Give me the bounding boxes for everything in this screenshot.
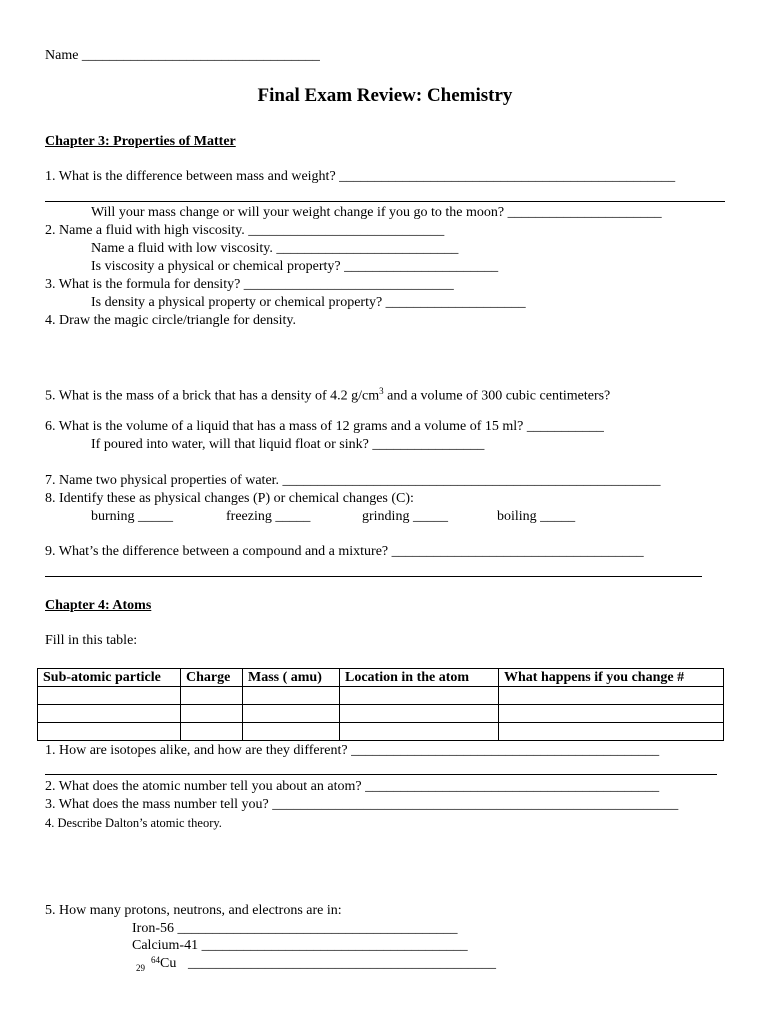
col-location: Location in the atom (340, 669, 499, 687)
question-4-5: 5. How many protons, neutrons, and electrons are in: (45, 903, 342, 918)
table-cell[interactable] (181, 723, 243, 741)
change-freezing: freezing _____ (226, 509, 311, 524)
table-cell[interactable] (38, 687, 181, 705)
table-cell[interactable] (38, 705, 181, 723)
question-3-6-float: If poured into water, will that liquid float or sink? ________________ (91, 437, 485, 452)
answer-line-3-1[interactable] (45, 201, 725, 202)
question-3-2-low: Name a fluid with low viscosity. __________________________ (91, 241, 459, 256)
table-row (38, 687, 724, 705)
question-3-1-moon: Will your mass change or will your weight change if you go to the moon? ______________________ (91, 205, 662, 220)
question-4-4: 4. Describe Dalton’s atomic theory. (45, 816, 222, 830)
change-burning: burning _____ (91, 509, 174, 524)
isotope-copper-64 (133, 954, 533, 974)
table-header-row (38, 669, 724, 687)
chapter-4-heading: Chapter 4: Atoms (45, 598, 152, 613)
question-3-3-property: Is density a physical property or chemical property? ____________________ (91, 295, 526, 310)
table-cell[interactable] (243, 723, 340, 741)
question-3-8: 8. Identify these as physical changes (P) or chemical changes (C): (45, 491, 414, 506)
question-4-2: 2. What does the atomic number tell you about an atom? __________________________________________ (45, 779, 660, 794)
question-3-6: 6. What is the volume of a liquid that has a mass of 12 grams and a volume of 15 ml? ___________ (45, 419, 604, 434)
col-what-happens: What happens if you change # (499, 669, 724, 687)
answer-line-4-1[interactable] (45, 774, 717, 775)
isotope-iron-56: Iron-56 ________________________________________ (132, 921, 458, 936)
table-cell[interactable] (340, 687, 499, 705)
chapter-3-heading: Chapter 3: Properties of Matter (45, 134, 236, 149)
col-charge: Charge (181, 669, 243, 687)
table-instruction: Fill in this table: (45, 633, 138, 648)
name-field-line[interactable]: Name __________________________________ (45, 48, 320, 63)
copper-symbol: Cu (160, 956, 177, 971)
table-cell[interactable] (499, 687, 724, 705)
table-row (38, 723, 724, 741)
table-cell[interactable] (243, 687, 340, 705)
copper-answer-line[interactable]: ____________________________________________ (188, 956, 496, 971)
question-3-5 (45, 382, 610, 406)
copper-atomic-number: 29 (136, 963, 145, 973)
table-cell[interactable] (181, 705, 243, 723)
col-subatomic-particle: Sub-atomic particle (38, 669, 181, 687)
copper-mass-number: 64 (151, 955, 160, 965)
isotope-calcium-41: Calcium-41 ______________________________________ (132, 938, 468, 953)
cubic-superscript: 3 (379, 386, 384, 396)
table-cell[interactable] (499, 723, 724, 741)
change-boiling: boiling _____ (497, 509, 576, 524)
question-3-5-text: 5. What is the mass of a brick that has a density of 4.2 g/cm (45, 388, 380, 404)
answer-line-3-9[interactable] (45, 576, 702, 577)
subatomic-table (37, 668, 724, 741)
table-cell[interactable] (499, 705, 724, 723)
change-grinding: grinding _____ (362, 509, 448, 524)
table-row (38, 705, 724, 723)
col-mass: Mass ( amu) (243, 669, 340, 687)
table-cell[interactable] (38, 723, 181, 741)
question-3-5-text-end: and a volume of 300 cubic centimeters? (383, 388, 611, 404)
question-4-1: 1. How are isotopes alike, and how are they different? ____________________________________________ (45, 743, 660, 758)
question-3-3: 3. What is the formula for density? ______________________________ (45, 277, 454, 292)
question-3-7: 7. Name two physical properties of water. ______________________________________________________ (45, 473, 661, 488)
question-3-1: 1. What is the difference between mass and weight? ________________________________________________ (45, 169, 676, 184)
table-cell[interactable] (181, 687, 243, 705)
table-cell[interactable] (340, 723, 499, 741)
question-3-4: 4. Draw the magic circle/triangle for density. (45, 313, 296, 328)
table-cell[interactable] (340, 705, 499, 723)
table-cell[interactable] (243, 705, 340, 723)
question-3-2: 2. Name a fluid with high viscosity. ____________________________ (45, 223, 445, 238)
page-title: Final Exam Review: Chemistry (257, 85, 513, 106)
question-4-3: 3. What does the mass number tell you? __________________________________________________________ (45, 797, 679, 812)
question-3-9: 9. What’s the difference between a compound and a mixture? ____________________________________ (45, 544, 644, 559)
question-3-2-property: Is viscosity a physical or chemical property? ______________________ (91, 259, 499, 274)
